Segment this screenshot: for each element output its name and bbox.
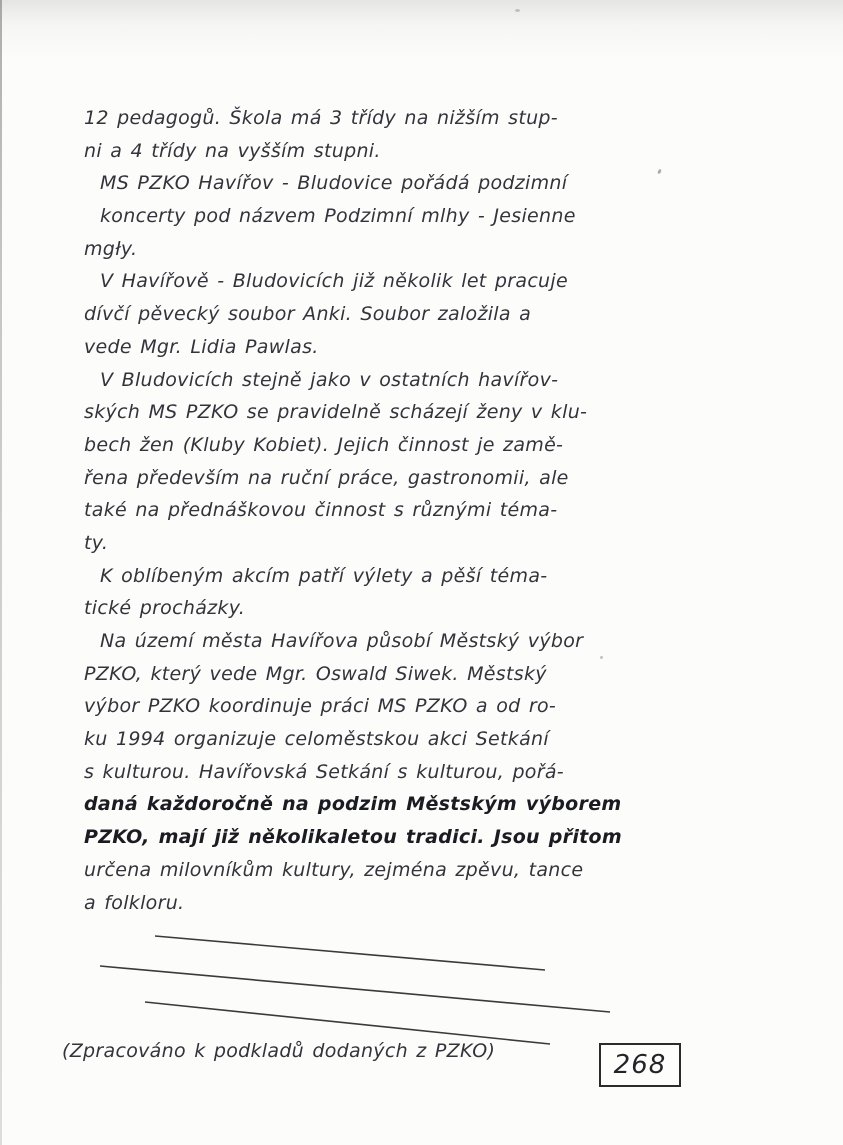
scan-edge-left	[0, 0, 2, 1145]
handwritten-line: mgły.	[84, 237, 138, 260]
handwritten-line: Na území města Havířova působí Městský výbor	[100, 630, 584, 652]
footnote-text: (Zpracováno k podkladů dodaných z PZKO)	[62, 1040, 496, 1062]
page-number: 268	[613, 1050, 667, 1080]
handwritten-line: K oblíbeným akcím patří výlety a pěší téma-	[100, 564, 548, 587]
scan-speckle	[657, 169, 662, 175]
scan-noise-top	[0, 0, 843, 60]
handwritten-line: MS PZKO Havířov - Bludovice pořádá podzimní	[100, 172, 568, 195]
handwritten-line: tické procházky.	[84, 597, 246, 620]
handwritten-line: ku 1994 organizuje celoměstskou akci Setkání	[84, 728, 549, 751]
handwritten-line: PZKO, který vede Mgr. Oswald Siwek. Městský	[84, 662, 547, 685]
crossed-out-separator-lines	[90, 924, 630, 1054]
page-number-box	[599, 1043, 681, 1087]
handwritten-line: s kulturou. Havířovská Setkání s kulturou, pořá-	[84, 760, 564, 783]
handwritten-line: řena především na ruční práce, gastronomii, ale	[84, 466, 569, 489]
handwritten-line: bech žen (Kluby Kobiet). Jejich činnost je zamě-	[84, 433, 564, 456]
handwritten-line: V Bludovicích stejně jako v ostatních havířov-	[100, 368, 559, 391]
handwritten-line: určena milovníkům kultury, zejména zpěvu, tance	[84, 858, 584, 881]
handwritten-line: dívčí pěvecký soubor Anki. Soubor založila a	[84, 303, 532, 326]
handwritten-line: ských MS PZKO se pravidelně scházejí ženy v klu-	[84, 401, 588, 424]
handwritten-line: koncerty pod názvem Podzimní mlhy - Jesienne	[100, 205, 576, 228]
scan-speckle	[515, 9, 520, 12]
handwritten-text-block	[84, 102, 622, 919]
handwritten-line: a folkloru.	[84, 891, 185, 914]
handwritten-line: V Havířově - Bludovicích již několik let pracuje	[100, 270, 568, 293]
handwritten-line: ty.	[84, 531, 109, 554]
handwritten-line: 12 pedagogů. Škola má 3 třídy na nižším stup-	[84, 107, 558, 129]
separator-stroke	[155, 936, 545, 970]
handwritten-line: také na přednáškovou činnost s různými téma-	[84, 499, 558, 522]
handwritten-line: výbor PZKO koordinuje práci MS PZKO a od ro-	[84, 695, 557, 718]
handwritten-line: vede Mgr. Lidia Pawlas.	[84, 335, 319, 358]
handwritten-line: ni a 4 třídy na vyšším stupni.	[84, 139, 381, 162]
handwritten-line: daná každoročně na podzim Městským výborem	[84, 793, 622, 816]
separator-stroke	[145, 1002, 550, 1044]
handwritten-line: PZKO, mají již několikaletou tradici. Jsou přitom	[84, 826, 623, 849]
